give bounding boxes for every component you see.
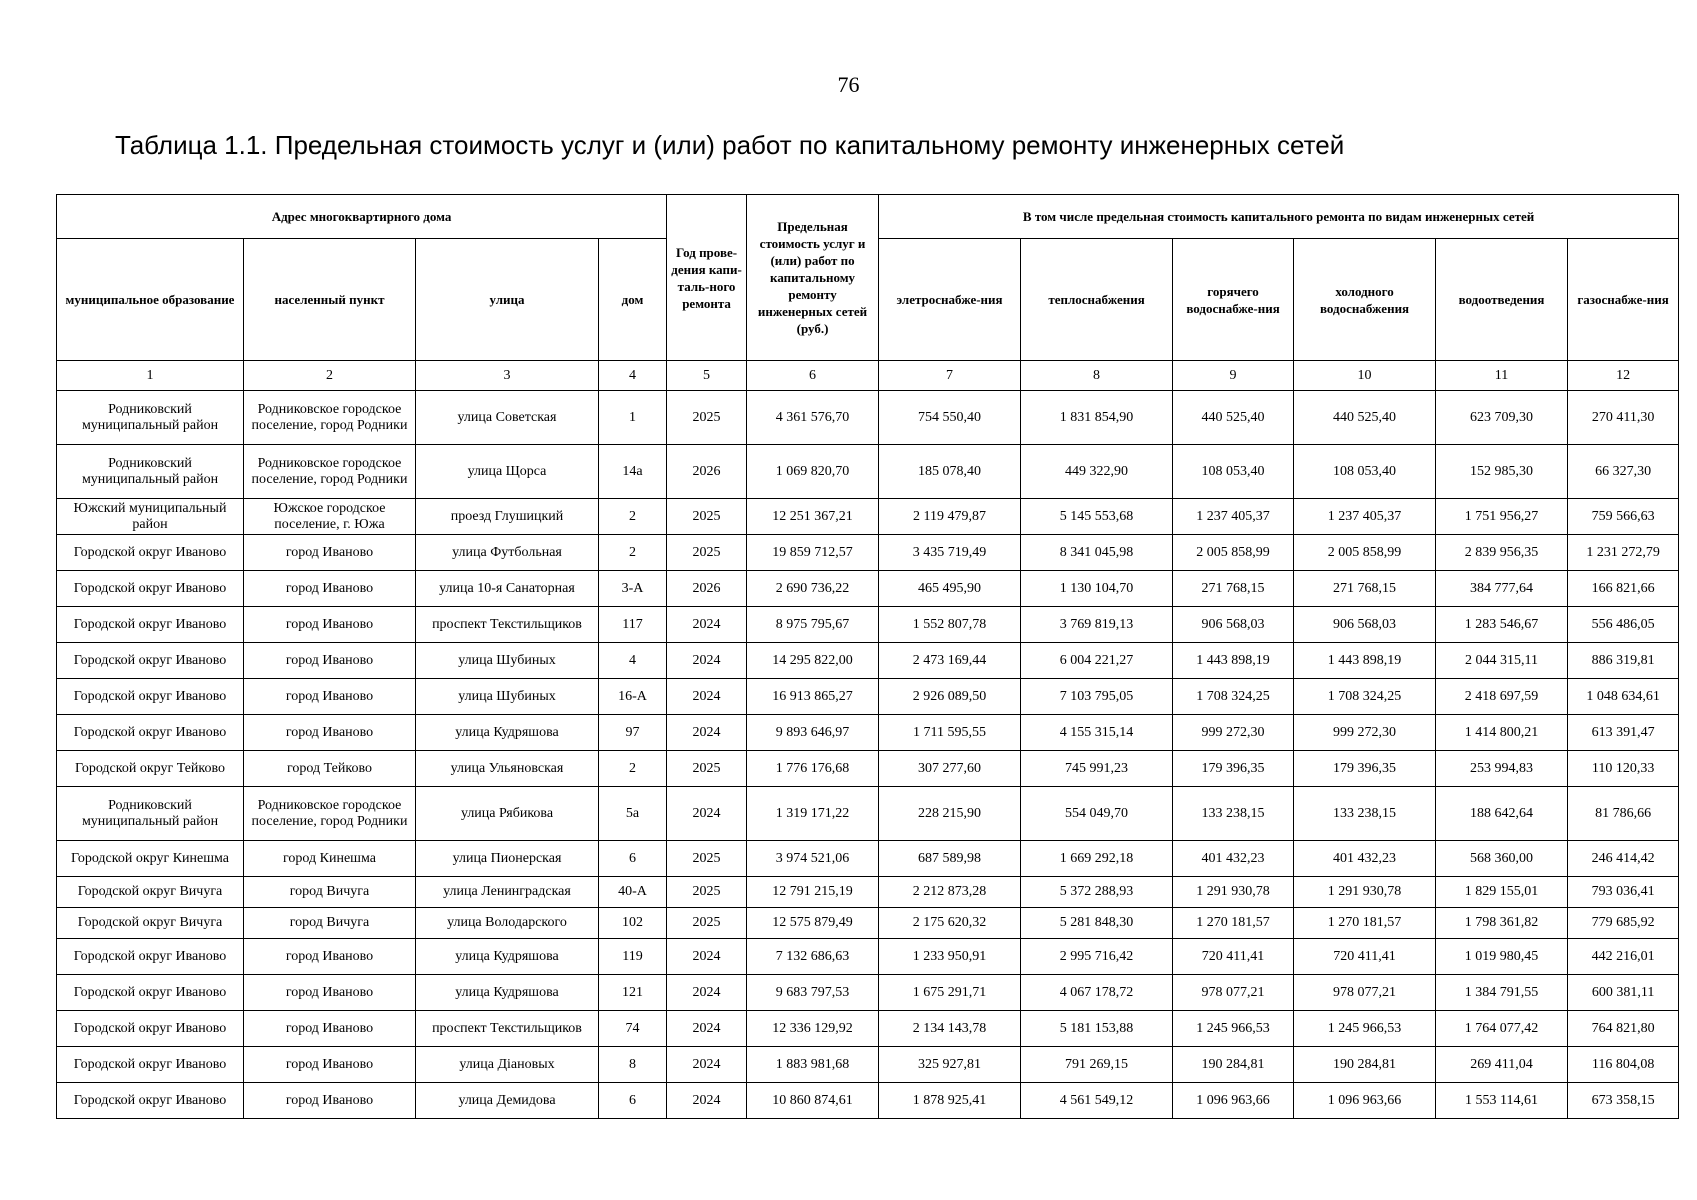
house-cell: 40-А xyxy=(599,877,667,908)
address-group-header: Адрес многоквартирного дома xyxy=(57,195,667,239)
hot-water-cell: 108 053,40 xyxy=(1173,445,1294,499)
settlement-cell: город Иваново xyxy=(244,607,416,643)
year-header: Год прове-дения капи-таль-ного ремонта xyxy=(667,195,747,361)
hot-water-cell: 720 411,41 xyxy=(1173,939,1294,975)
table-row xyxy=(57,908,1679,939)
settlement-cell: город Иваново xyxy=(244,679,416,715)
municipality-cell: Городской округ Иваново xyxy=(57,715,244,751)
year-cell: 2024 xyxy=(667,975,747,1011)
total-cost-cell: 1 319 171,22 xyxy=(747,787,879,841)
table-row xyxy=(57,877,1679,908)
year-cell: 2024 xyxy=(667,1011,747,1047)
municipality-cell: Городской округ Иваново xyxy=(57,607,244,643)
cold-water-cell: 720 411,41 xyxy=(1294,939,1436,975)
drainage-cell: 2 839 956,35 xyxy=(1436,535,1568,571)
electricity-cell: 1 552 807,78 xyxy=(879,607,1021,643)
house-cell: 102 xyxy=(599,908,667,939)
electricity-cell: 2 473 169,44 xyxy=(879,643,1021,679)
hot-water-cell: 440 525,40 xyxy=(1173,391,1294,445)
cold-water-cell: 1 291 930,78 xyxy=(1294,877,1436,908)
gas-cell: 600 381,11 xyxy=(1568,975,1679,1011)
drainage-cell: 1 553 114,61 xyxy=(1436,1083,1568,1119)
municipality-cell: Городской округ Иваново xyxy=(57,975,244,1011)
drainage-cell: 2 044 315,11 xyxy=(1436,643,1568,679)
house-cell: 2 xyxy=(599,751,667,787)
table-row xyxy=(57,751,1679,787)
settlement-cell: город Вичуга xyxy=(244,908,416,939)
cold-water-cell: 271 768,15 xyxy=(1294,571,1436,607)
settlement-cell: Родниковское городское поселение, город Родники xyxy=(244,391,416,445)
drainage-cell: 1 019 980,45 xyxy=(1436,939,1568,975)
heating-cell: 5 372 288,93 xyxy=(1021,877,1173,908)
drainage-cell: 2 418 697,59 xyxy=(1436,679,1568,715)
cold-water-cell: 190 284,81 xyxy=(1294,1047,1436,1083)
heating-cell: 7 103 795,05 xyxy=(1021,679,1173,715)
street-cell: улица Демидова xyxy=(416,1083,599,1119)
column-number: 9 xyxy=(1173,361,1294,391)
table-row xyxy=(57,445,1679,499)
house-cell: 8 xyxy=(599,1047,667,1083)
electricity-cell: 2 175 620,32 xyxy=(879,908,1021,939)
drainage-cell: 1 384 791,55 xyxy=(1436,975,1568,1011)
street-cell: улица Кудряшова xyxy=(416,715,599,751)
page-number: 76 xyxy=(837,72,860,97)
municipality-cell: Южский муниципальный район xyxy=(57,499,244,535)
electricity-cell: 687 589,98 xyxy=(879,841,1021,877)
municipality-cell: Городской округ Иваново xyxy=(57,535,244,571)
table-row xyxy=(57,975,1679,1011)
heating-cell: 6 004 221,27 xyxy=(1021,643,1173,679)
municipality-header: муниципальное образование xyxy=(57,239,244,361)
settlement-cell: город Иваново xyxy=(244,1083,416,1119)
municipality-cell: Городской округ Иваново xyxy=(57,1083,244,1119)
street-cell: улица Дiановых xyxy=(416,1047,599,1083)
drainage-cell: 384 777,64 xyxy=(1436,571,1568,607)
street-cell: улица Ульяновская xyxy=(416,751,599,787)
cold-water-cell: 2 005 858,99 xyxy=(1294,535,1436,571)
year-cell: 2024 xyxy=(667,787,747,841)
year-cell: 2024 xyxy=(667,607,747,643)
house-cell: 1 xyxy=(599,391,667,445)
year-cell: 2025 xyxy=(667,908,747,939)
electricity-cell: 754 550,40 xyxy=(879,391,1021,445)
drainage-header: водоотведения xyxy=(1436,239,1568,361)
hot-water-cell: 133 238,15 xyxy=(1173,787,1294,841)
gas-cell: 442 216,01 xyxy=(1568,939,1679,975)
total-cost-cell: 3 974 521,06 xyxy=(747,841,879,877)
electricity-cell: 1 878 925,41 xyxy=(879,1083,1021,1119)
settlement-cell: Родниковское городское поселение, город Родники xyxy=(244,787,416,841)
drainage-cell: 1 798 361,82 xyxy=(1436,908,1568,939)
gas-cell: 764 821,80 xyxy=(1568,1011,1679,1047)
year-cell: 2025 xyxy=(667,841,747,877)
street-cell: проезд Глушицкий xyxy=(416,499,599,535)
hot-water-cell: 2 005 858,99 xyxy=(1173,535,1294,571)
settlement-cell: город Иваново xyxy=(244,1011,416,1047)
electricity-cell: 465 495,90 xyxy=(879,571,1021,607)
year-cell: 2025 xyxy=(667,751,747,787)
column-number-row xyxy=(57,361,1679,391)
municipality-cell: Городской округ Кинешма xyxy=(57,841,244,877)
hot-water-cell: 1 096 963,66 xyxy=(1173,1083,1294,1119)
electricity-cell: 325 927,81 xyxy=(879,1047,1021,1083)
house-cell: 121 xyxy=(599,975,667,1011)
table-row xyxy=(57,535,1679,571)
street-header: улица xyxy=(416,239,599,361)
drainage-cell: 1 414 800,21 xyxy=(1436,715,1568,751)
cold-water-cell: 1 245 966,53 xyxy=(1294,1011,1436,1047)
street-cell: улица Шубиных xyxy=(416,643,599,679)
table-row xyxy=(57,715,1679,751)
electricity-cell: 2 926 089,50 xyxy=(879,679,1021,715)
street-cell: улица Футбольная xyxy=(416,535,599,571)
electricity-cell: 1 233 950,91 xyxy=(879,939,1021,975)
gas-cell: 66 327,30 xyxy=(1568,445,1679,499)
cold-water-cell: 133 238,15 xyxy=(1294,787,1436,841)
gas-cell: 759 566,63 xyxy=(1568,499,1679,535)
column-number: 12 xyxy=(1568,361,1679,391)
year-cell: 2026 xyxy=(667,571,747,607)
cold-water-cell: 999 272,30 xyxy=(1294,715,1436,751)
street-cell: улица Ленинградская xyxy=(416,877,599,908)
heating-cell: 745 991,23 xyxy=(1021,751,1173,787)
total-cost-cell: 8 975 795,67 xyxy=(747,607,879,643)
table-row xyxy=(57,787,1679,841)
electricity-cell: 3 435 719,49 xyxy=(879,535,1021,571)
column-number: 3 xyxy=(416,361,599,391)
heating-cell: 5 181 153,88 xyxy=(1021,1011,1173,1047)
cold-water-cell: 179 396,35 xyxy=(1294,751,1436,787)
year-cell: 2024 xyxy=(667,1083,747,1119)
table-row xyxy=(57,1083,1679,1119)
house-cell: 6 xyxy=(599,841,667,877)
heating-cell: 1 130 104,70 xyxy=(1021,571,1173,607)
settlement-cell: город Кинешма xyxy=(244,841,416,877)
total-cost-cell: 12 251 367,21 xyxy=(747,499,879,535)
gas-cell: 116 804,08 xyxy=(1568,1047,1679,1083)
house-cell: 16-А xyxy=(599,679,667,715)
gas-cell: 1 048 634,61 xyxy=(1568,679,1679,715)
gas-cell: 1 231 272,79 xyxy=(1568,535,1679,571)
settlement-cell: Южское городское поселение, г. Южа xyxy=(244,499,416,535)
street-cell: улица Рябикова xyxy=(416,787,599,841)
gas-cell: 246 414,42 xyxy=(1568,841,1679,877)
hot-water-header: горячего водоснабже-ния xyxy=(1173,239,1294,361)
heating-header: теплоснабжения xyxy=(1021,239,1173,361)
municipality-cell: Городской округ Иваново xyxy=(57,1047,244,1083)
cold-water-cell: 108 053,40 xyxy=(1294,445,1436,499)
table-title: Таблица 1.1. Предельная стоимость услуг и (или) работ по капитальному ремонту инженерных сетей xyxy=(115,130,1345,160)
settlement-cell: город Иваново xyxy=(244,535,416,571)
hot-water-cell: 1 237 405,37 xyxy=(1173,499,1294,535)
column-number: 1 xyxy=(57,361,244,391)
total-cost-cell: 12 336 129,92 xyxy=(747,1011,879,1047)
municipality-cell: Родниковский муниципальный район xyxy=(57,787,244,841)
settlement-header: населенный пункт xyxy=(244,239,416,361)
house-cell: 14а xyxy=(599,445,667,499)
cold-water-cell: 1 708 324,25 xyxy=(1294,679,1436,715)
column-number: 8 xyxy=(1021,361,1173,391)
heating-cell: 554 049,70 xyxy=(1021,787,1173,841)
cold-water-cell: 978 077,21 xyxy=(1294,975,1436,1011)
total-cost-cell: 12 791 215,19 xyxy=(747,877,879,908)
hot-water-cell: 179 396,35 xyxy=(1173,751,1294,787)
year-cell: 2024 xyxy=(667,715,747,751)
cold-water-header: холодного водоснабжения xyxy=(1294,239,1436,361)
table-row xyxy=(57,1011,1679,1047)
municipality-cell: Городской округ Иваново xyxy=(57,643,244,679)
column-number: 5 xyxy=(667,361,747,391)
total-cost-cell: 4 361 576,70 xyxy=(747,391,879,445)
settlement-cell: город Иваново xyxy=(244,975,416,1011)
hot-water-cell: 999 272,30 xyxy=(1173,715,1294,751)
year-cell: 2024 xyxy=(667,939,747,975)
hot-water-cell: 978 077,21 xyxy=(1173,975,1294,1011)
total-cost-cell: 19 859 712,57 xyxy=(747,535,879,571)
hot-water-cell: 271 768,15 xyxy=(1173,571,1294,607)
settlement-cell: город Вичуга xyxy=(244,877,416,908)
total-cost-cell: 2 690 736,22 xyxy=(747,571,879,607)
gas-header: газоснабже-ния xyxy=(1568,239,1679,361)
street-cell: улица Кудряшова xyxy=(416,939,599,975)
heating-cell: 5 145 553,68 xyxy=(1021,499,1173,535)
electricity-cell: 2 119 479,87 xyxy=(879,499,1021,535)
year-cell: 2024 xyxy=(667,643,747,679)
hot-water-cell: 1 291 930,78 xyxy=(1173,877,1294,908)
heating-cell: 4 155 315,14 xyxy=(1021,715,1173,751)
table-row xyxy=(57,1047,1679,1083)
hot-water-cell: 401 432,23 xyxy=(1173,841,1294,877)
settlement-cell: город Иваново xyxy=(244,643,416,679)
street-cell: улица Советская xyxy=(416,391,599,445)
hot-water-cell: 1 245 966,53 xyxy=(1173,1011,1294,1047)
drainage-cell: 1 764 077,42 xyxy=(1436,1011,1568,1047)
cold-water-cell: 1 096 963,66 xyxy=(1294,1083,1436,1119)
heating-cell: 3 769 819,13 xyxy=(1021,607,1173,643)
gas-cell: 270 411,30 xyxy=(1568,391,1679,445)
house-cell: 2 xyxy=(599,535,667,571)
cost-table xyxy=(56,194,1679,1119)
heating-cell: 5 281 848,30 xyxy=(1021,908,1173,939)
street-cell: улица Шубиных xyxy=(416,679,599,715)
max-cost-header: Предельная стоимость услуг и (или) работ по капитальному ремонту инженерных сетей (руб.) xyxy=(747,195,879,361)
table-row xyxy=(57,679,1679,715)
street-cell: улица Володарского xyxy=(416,908,599,939)
hot-water-cell: 1 270 181,57 xyxy=(1173,908,1294,939)
year-cell: 2025 xyxy=(667,535,747,571)
table-row xyxy=(57,571,1679,607)
cold-water-cell: 401 432,23 xyxy=(1294,841,1436,877)
heating-cell: 791 269,15 xyxy=(1021,1047,1173,1083)
house-header: дом xyxy=(599,239,667,361)
total-cost-cell: 9 683 797,53 xyxy=(747,975,879,1011)
table-row xyxy=(57,841,1679,877)
year-cell: 2025 xyxy=(667,499,747,535)
gas-cell: 110 120,33 xyxy=(1568,751,1679,787)
table-row xyxy=(57,499,1679,535)
street-cell: улица Щорса xyxy=(416,445,599,499)
municipality-cell: Родниковский муниципальный район xyxy=(57,445,244,499)
column-number: 11 xyxy=(1436,361,1568,391)
cold-water-cell: 1 237 405,37 xyxy=(1294,499,1436,535)
gas-cell: 673 358,15 xyxy=(1568,1083,1679,1119)
street-cell: проспект Текстильщиков xyxy=(416,1011,599,1047)
hot-water-cell: 1 708 324,25 xyxy=(1173,679,1294,715)
electricity-header: элетроснабже-ния xyxy=(879,239,1021,361)
column-number: 2 xyxy=(244,361,416,391)
total-cost-cell: 1 883 981,68 xyxy=(747,1047,879,1083)
heating-cell: 4 067 178,72 xyxy=(1021,975,1173,1011)
gas-cell: 556 486,05 xyxy=(1568,607,1679,643)
total-cost-cell: 1 069 820,70 xyxy=(747,445,879,499)
drainage-cell: 1 751 956,27 xyxy=(1436,499,1568,535)
electricity-cell: 2 134 143,78 xyxy=(879,1011,1021,1047)
hot-water-cell: 1 443 898,19 xyxy=(1173,643,1294,679)
house-cell: 74 xyxy=(599,1011,667,1047)
total-cost-cell: 1 776 176,68 xyxy=(747,751,879,787)
table-row xyxy=(57,607,1679,643)
drainage-cell: 253 994,83 xyxy=(1436,751,1568,787)
cold-water-cell: 906 568,03 xyxy=(1294,607,1436,643)
settlement-cell: город Иваново xyxy=(244,1047,416,1083)
gas-cell: 613 391,47 xyxy=(1568,715,1679,751)
settlement-cell: город Иваново xyxy=(244,571,416,607)
settlement-cell: город Тейково xyxy=(244,751,416,787)
gas-cell: 81 786,66 xyxy=(1568,787,1679,841)
house-cell: 2 xyxy=(599,499,667,535)
gas-cell: 779 685,92 xyxy=(1568,908,1679,939)
municipality-cell: Городской округ Иваново xyxy=(57,679,244,715)
gas-cell: 793 036,41 xyxy=(1568,877,1679,908)
settlement-cell: город Иваново xyxy=(244,939,416,975)
column-number: 6 xyxy=(747,361,879,391)
year-cell: 2024 xyxy=(667,1047,747,1083)
heating-cell: 1 669 292,18 xyxy=(1021,841,1173,877)
table-row xyxy=(57,939,1679,975)
house-cell: 3-А xyxy=(599,571,667,607)
settlement-cell: город Иваново xyxy=(244,715,416,751)
year-cell: 2025 xyxy=(667,877,747,908)
municipality-cell: Городской округ Иваново xyxy=(57,571,244,607)
cold-water-cell: 1 443 898,19 xyxy=(1294,643,1436,679)
drainage-cell: 152 985,30 xyxy=(1436,445,1568,499)
electricity-cell: 1 675 291,71 xyxy=(879,975,1021,1011)
drainage-cell: 188 642,64 xyxy=(1436,787,1568,841)
year-cell: 2024 xyxy=(667,679,747,715)
heating-cell: 2 995 716,42 xyxy=(1021,939,1173,975)
table-row xyxy=(57,643,1679,679)
table-row xyxy=(57,391,1679,445)
settlement-cell: Родниковское городское поселение, город Родники xyxy=(244,445,416,499)
electricity-cell: 228 215,90 xyxy=(879,787,1021,841)
house-cell: 4 xyxy=(599,643,667,679)
heating-cell: 1 831 854,90 xyxy=(1021,391,1173,445)
house-cell: 5а xyxy=(599,787,667,841)
street-cell: улица 10-я Санаторная xyxy=(416,571,599,607)
gas-cell: 886 319,81 xyxy=(1568,643,1679,679)
municipality-cell: Родниковский муниципальный район xyxy=(57,391,244,445)
heating-cell: 449 322,90 xyxy=(1021,445,1173,499)
house-cell: 6 xyxy=(599,1083,667,1119)
house-cell: 119 xyxy=(599,939,667,975)
electricity-cell: 185 078,40 xyxy=(879,445,1021,499)
heating-cell: 4 561 549,12 xyxy=(1021,1083,1173,1119)
hot-water-cell: 190 284,81 xyxy=(1173,1047,1294,1083)
total-cost-cell: 14 295 822,00 xyxy=(747,643,879,679)
municipality-cell: Городской округ Иваново xyxy=(57,939,244,975)
municipality-cell: Городской округ Тейково xyxy=(57,751,244,787)
gas-cell: 166 821,66 xyxy=(1568,571,1679,607)
drainage-cell: 623 709,30 xyxy=(1436,391,1568,445)
street-cell: улица Пионерская xyxy=(416,841,599,877)
networks-group-header: В том числе предельная стоимость капитального ремонта по видам инженерных сетей xyxy=(879,195,1679,239)
electricity-cell: 1 711 595,55 xyxy=(879,715,1021,751)
drainage-cell: 1 829 155,01 xyxy=(1436,877,1568,908)
total-cost-cell: 7 132 686,63 xyxy=(747,939,879,975)
total-cost-cell: 9 893 646,97 xyxy=(747,715,879,751)
total-cost-cell: 10 860 874,61 xyxy=(747,1083,879,1119)
municipality-cell: Городской округ Вичуга xyxy=(57,877,244,908)
cold-water-cell: 1 270 181,57 xyxy=(1294,908,1436,939)
municipality-cell: Городской округ Иваново xyxy=(57,1011,244,1047)
municipality-cell: Городской округ Вичуга xyxy=(57,908,244,939)
drainage-cell: 269 411,04 xyxy=(1436,1047,1568,1083)
drainage-cell: 1 283 546,67 xyxy=(1436,607,1568,643)
house-cell: 117 xyxy=(599,607,667,643)
cold-water-cell: 440 525,40 xyxy=(1294,391,1436,445)
electricity-cell: 307 277,60 xyxy=(879,751,1021,787)
total-cost-cell: 12 575 879,49 xyxy=(747,908,879,939)
street-cell: улица Кудряшова xyxy=(416,975,599,1011)
year-cell: 2026 xyxy=(667,445,747,499)
heating-cell: 8 341 045,98 xyxy=(1021,535,1173,571)
column-number: 10 xyxy=(1294,361,1436,391)
year-cell: 2025 xyxy=(667,391,747,445)
house-cell: 97 xyxy=(599,715,667,751)
hot-water-cell: 906 568,03 xyxy=(1173,607,1294,643)
column-number: 4 xyxy=(599,361,667,391)
electricity-cell: 2 212 873,28 xyxy=(879,877,1021,908)
drainage-cell: 568 360,00 xyxy=(1436,841,1568,877)
street-cell: проспект Текстильщиков xyxy=(416,607,599,643)
column-number: 7 xyxy=(879,361,1021,391)
total-cost-cell: 16 913 865,27 xyxy=(747,679,879,715)
